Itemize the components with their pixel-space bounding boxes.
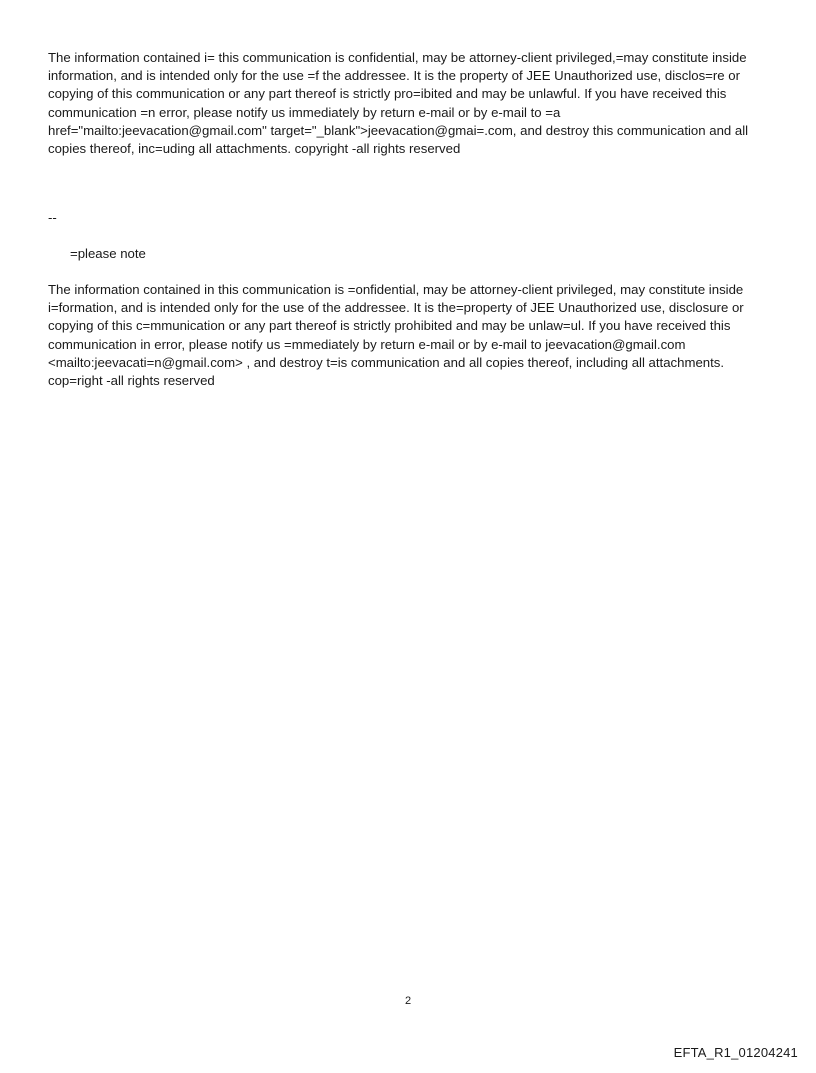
- confidentiality-paragraph-2: The information contained in this communication is =onfidential, may be attorney-client privileged, may constitute inside i=formation, and is intended only for the use of the addressee. It is the=property of JEE Unauthorized use, disclosure or copying of this c=mmunication or any part thereof is strictly prohibited and may be unlaw=ul. If you have received this communication in error, please notify us =mmediately by return e-mail or by e-mail to jeevacation@gmail.com <mailto:jeevacati=n@gmail.com> , and destroy t=is communication and all copies thereof, including all attachments. cop=right -all rights reserved: [48, 282, 744, 389]
- signature-separator: --: [48, 210, 57, 225]
- please-note-line: =please note: [70, 246, 146, 261]
- document-id-stamp: EFTA_R1_01204241: [673, 1045, 798, 1060]
- confidentiality-paragraph-1: The information contained i= this communication is confidential, may be attorney-client privileged,=may constitute inside information, and is intended only for the use =f the addressee. It is the property of JEE Unauthorized use, disclos=re or copying of this communication or any part thereof is strictly pro=ibited and may be unlawful. If you have received this communication =n error, please notify us immediately by return e-mail or by e-mail to =a href="mailto:jeevacation@gmail.com" target="_blank">jeevacation@gmai=.com, and destroy this communication and all copies thereof, inc=uding all attachments. copyright -all rights reserved: [48, 50, 749, 157]
- page-number: 2: [404, 995, 412, 1007]
